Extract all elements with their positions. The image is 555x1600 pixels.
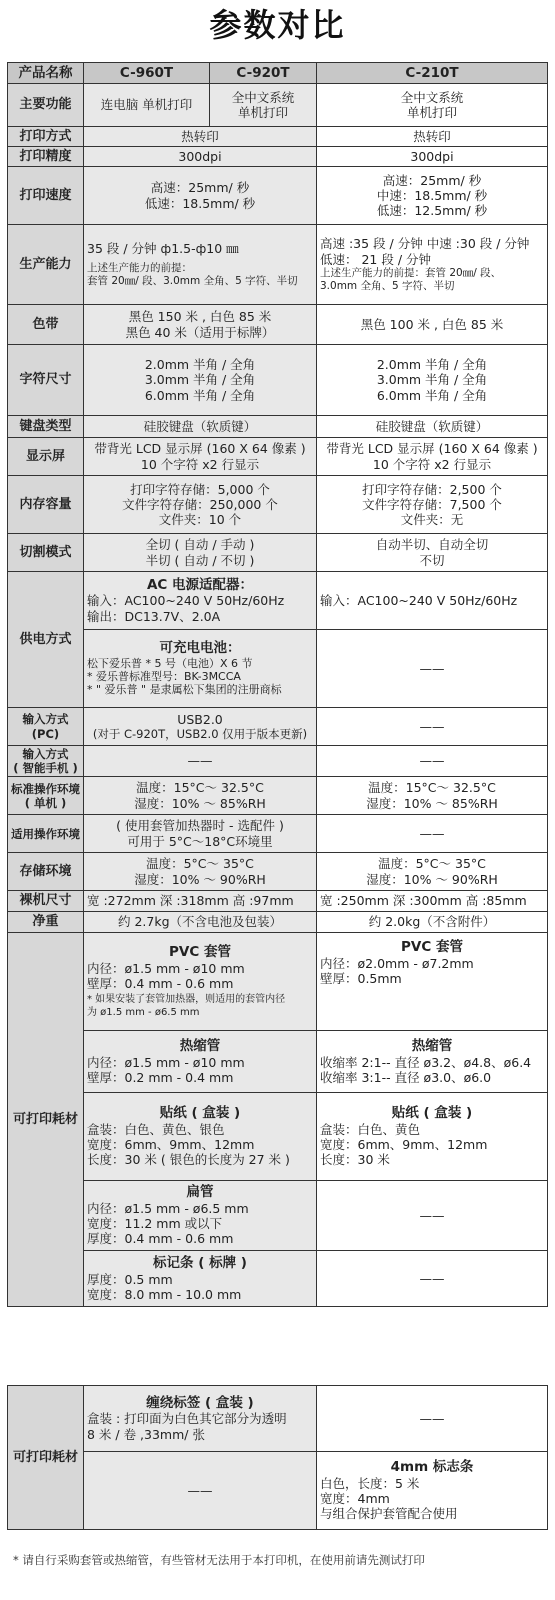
cell-input-pc-left: USB2.0 (对于 C-920T，USB2.0 仅用于版本更新) — [84, 708, 317, 746]
row-function — [8, 84, 548, 127]
cell-cut-right: 自动半切、自动全切 不切 — [317, 534, 548, 572]
cell-memory-left: 打印字符存储：5,000 个 文件字符存储：250,000 个 文件夹：10 个 — [84, 476, 317, 534]
cell-env-standard-right: 温度：15°C～ 32.5°C 湿度：10% ～ 85%RH — [317, 777, 548, 815]
cell-resolution-left: 300dpi — [84, 147, 317, 167]
cell-capacity-left: 35 段 / 分钟 ф1.5-ф10 ㎜ 上述生产能力的前提： 套管 20㎜/ 段、3.0mm 全角、5 字符、半切 — [84, 225, 317, 305]
cell-flat-tube-left: 扁管 内径：ø1.5 mm - ø6.5 mm 宽度：11.2 mm 或以下 厚度：0.4 mm - 0.6 mm — [84, 1181, 317, 1251]
header-c960t: C-960T — [84, 63, 210, 84]
consumables-table-2 — [7, 1385, 548, 1530]
label-resolution: 打印精度 — [8, 147, 84, 167]
header-c920t: C-920T — [210, 63, 317, 84]
row-ribbon — [8, 305, 548, 345]
label-env-standard: 标准操作环境 ( 单机 ) — [8, 777, 84, 815]
cell-env-standard-left: 温度：15°C～ 32.5°C 湿度：10% ～ 85%RH — [84, 777, 317, 815]
cell-capacity-right: 高速 :35 段 / 分钟 中速 :30 段 / 分钟 低速： 21 段 / 分钟 上述生产能力的前提：套管 20㎜/ 段、 3.0mm 全角、5 字符、半切 — [317, 225, 548, 305]
cell-marker-left: 标记条 ( 标牌 ) 厚度：0.5 mm 宽度：8.0 mm - 10.0 mm — [84, 1251, 317, 1307]
cell-display-left: 带背光 LCD 显示屏 (160 X 64 像素 ) 10 个字符 x2 行显示 — [84, 438, 317, 476]
cell-function-c920t: 全中文系统 单机打印 — [210, 84, 317, 127]
cell-power-battery-left: 可充电电池： 松下爱乐普 * 5 号（电池）X 6 节 * 爱乐普标准型号：BK-3MCCA * " 爱乐普 " 是隶属松下集团的注册商标 — [84, 630, 317, 708]
row-env-applicable — [8, 815, 548, 853]
label-power: 供电方式 — [8, 572, 84, 708]
cell-cut-left: 全切 ( 自动 / 手动 ) 半切 ( 自动 / 不切 ) — [84, 534, 317, 572]
row-keyboard — [8, 416, 548, 438]
cell-pvc-right: PVC 套管 内径：ø2.0mm - ø7.2mm 壁厚：0.5mm — [317, 933, 548, 1031]
row-input-phone — [8, 746, 548, 777]
row-display — [8, 438, 548, 476]
cell-speed-right: 高速：25mm/ 秒 中速：18.5mm/ 秒 低速：12.5mm/ 秒 — [317, 167, 548, 225]
cell-heat-shrink-right: 热缩管 收缩率 2:1-- 直径 ø3.2、ø4.8、ø6.4 收缩率 3:1-- 直径 ø3.0、ø6.0 — [317, 1031, 548, 1093]
cell-wrap-label-left: 缠绕标签 ( 盒装 ) 盒装 : 打印面为白色其它部分为透明 8 米 / 卷 ,33mm/ 张 — [84, 1386, 317, 1452]
cell-char-size-right: 2.0mm 半角 / 全角 3.0mm 半角 / 全角 6.0mm 半角 / 全角 — [317, 345, 548, 416]
cell-speed-left: 高速：25mm/ 秒 低速：18.5mm/ 秒 — [84, 167, 317, 225]
row-storage — [8, 853, 548, 891]
label-weight: 净重 — [8, 912, 84, 933]
header-product-name: 产品名称 — [8, 63, 84, 84]
cell-storage-left: 温度：5°C～ 35°C 湿度：10% ～ 90%RH — [84, 853, 317, 891]
label-print-method: 打印方式 — [8, 127, 84, 147]
label-consumables: 可打印耗材 — [8, 933, 84, 1307]
cell-env-applicable-left: ( 使用套管加热器时 - 选配件 ) 可用于 5°C～18°C环境里 — [84, 815, 317, 853]
label-function: 主要功能 — [8, 84, 84, 127]
cell-ribbon-left: 黑色 150 米 , 白色 85 米 黑色 40 米（适用于标牌） — [84, 305, 317, 345]
label-char-size: 字符尺寸 — [8, 345, 84, 416]
cell-input-phone-right: —— — [317, 746, 548, 777]
cell-marker-strip-left: —— — [84, 1452, 317, 1530]
label-display: 显示屏 — [8, 438, 84, 476]
spec-table — [7, 62, 548, 1307]
label-keyboard: 键盘类型 — [8, 416, 84, 438]
row-print-method — [8, 127, 548, 147]
row-input-pc — [8, 708, 548, 746]
cell-function-c210t: 全中文系统 单机打印 — [317, 84, 548, 127]
cell-power-ac-left: AC 电源适配器： 输入：AC100~240 V 50Hz/60Hz 输出：DC13.7V、2.0A — [84, 572, 317, 630]
cell-input-pc-right: —— — [317, 708, 548, 746]
cell-storage-right: 温度：5°C～ 35°C 湿度：10% ～ 90%RH — [317, 853, 548, 891]
row-weight — [8, 912, 548, 933]
cell-memory-right: 打印字符存储：2,500 个 文件字符存储：7,500 个 文件夹：无 — [317, 476, 548, 534]
cell-sticker-right: 贴纸 ( 盒装 ) 盒装：白色、黄色 宽度：6mm、9mm、12mm 长度：30 米 — [317, 1093, 548, 1181]
row-consumable-heat-shrink — [8, 1031, 548, 1093]
cell-power-ac-right: 输入：AC100~240 V 50Hz/60Hz — [317, 572, 548, 630]
cell-power-battery-right: —— — [317, 630, 548, 708]
cell-sticker-left: 贴纸 ( 盒装 ) 盒装：白色、黄色、银色 宽度：6mm、9mm、12mm 长度：30 米 ( 银色的长度为 27 米 ) — [84, 1093, 317, 1181]
label-cut: 切割模式 — [8, 534, 84, 572]
label-speed: 打印速度 — [8, 167, 84, 225]
row-power-battery — [8, 630, 548, 708]
cell-ribbon-right: 黑色 100 米 , 白色 85 米 — [317, 305, 548, 345]
cell-heat-shrink-left: 热缩管 内径：ø1.5 mm - ø10 mm 壁厚：0.2 mm - 0.4 mm — [84, 1031, 317, 1093]
row-dimensions — [8, 891, 548, 912]
cell-function-c960t: 连电脑 单机打印 — [84, 84, 210, 127]
row-resolution — [8, 147, 548, 167]
cell-pvc-left: PVC 套管 内径：ø1.5 mm - ø10 mm 壁厚：0.4 mm - 0.6 mm * 如果安装了套管加热器，则适用的套管内径 为 ø1.5 mm - ø6.5 mm — [84, 933, 317, 1031]
row-char-size — [8, 345, 548, 416]
row-memory — [8, 476, 548, 534]
row-env-standard — [8, 777, 548, 815]
label-dimensions: 裸机尺寸 — [8, 891, 84, 912]
cell-marker-strip-right: 4mm 标志条 白色，长度：5 米 宽度：4mm 与组合保护套管配合使用 — [317, 1452, 548, 1530]
cell-weight-right: 约 2.0kg（不含附件） — [317, 912, 548, 933]
row-capacity — [8, 225, 548, 305]
header-row — [8, 63, 548, 84]
row-speed — [8, 167, 548, 225]
label-memory: 内存容量 — [8, 476, 84, 534]
row-consumable-sticker — [8, 1093, 548, 1181]
label-storage: 存储环境 — [8, 853, 84, 891]
cell-char-size-left: 2.0mm 半角 / 全角 3.0mm 半角 / 全角 6.0mm 半角 / 全角 — [84, 345, 317, 416]
cell-dimensions-right: 宽 :250mm 深 :300mm 高 :85mm — [317, 891, 548, 912]
header-c210t: C-210T — [317, 63, 548, 84]
cell-flat-tube-right: —— — [317, 1181, 548, 1251]
page-title: 参数对比 — [209, 6, 346, 44]
cell-keyboard-left: 硅胶键盘（软质键） — [84, 416, 317, 438]
row-marker-strip — [8, 1452, 548, 1530]
cell-keyboard-right: 硅胶键盘（软质键） — [317, 416, 548, 438]
row-cut — [8, 534, 548, 572]
row-consumable-flat-tube — [8, 1181, 548, 1251]
cell-env-applicable-right: —— — [317, 815, 548, 853]
cell-display-right: 带背光 LCD 显示屏 (160 X 64 像素 ) 10 个字符 x2 行显示 — [317, 438, 548, 476]
label-capacity: 生产能力 — [8, 225, 84, 305]
label-env-applicable: 适用操作环境 — [8, 815, 84, 853]
label-input-phone: 输入方式 ( 智能手机 ) — [8, 746, 84, 777]
cell-weight-left: 约 2.7kg（不含电池及包装） — [84, 912, 317, 933]
cell-print-method-left: 热转印 — [84, 127, 317, 147]
cell-wrap-label-right: —— — [317, 1386, 548, 1452]
row-consumable-marker — [8, 1251, 548, 1307]
row-power-ac — [8, 572, 548, 630]
cell-input-phone-left: —— — [84, 746, 317, 777]
footnote: * 请自行采购套管或热缩管，有些管材无法用于本打印机，在使用前请先测试打印 — [13, 1553, 425, 1567]
row-consumable-pvc — [8, 933, 548, 1031]
cell-resolution-right: 300dpi — [317, 147, 548, 167]
row-wrap-label — [8, 1386, 548, 1452]
cell-print-method-right: 热转印 — [317, 127, 548, 147]
label-consumables-2: 可打印耗材 — [8, 1386, 84, 1530]
cell-dimensions-left: 宽 :272mm 深 :318mm 高 :97mm — [84, 891, 317, 912]
label-ribbon: 色带 — [8, 305, 84, 345]
label-input-pc: 输入方式 (PC) — [8, 708, 84, 746]
cell-marker-right: —— — [317, 1251, 548, 1307]
